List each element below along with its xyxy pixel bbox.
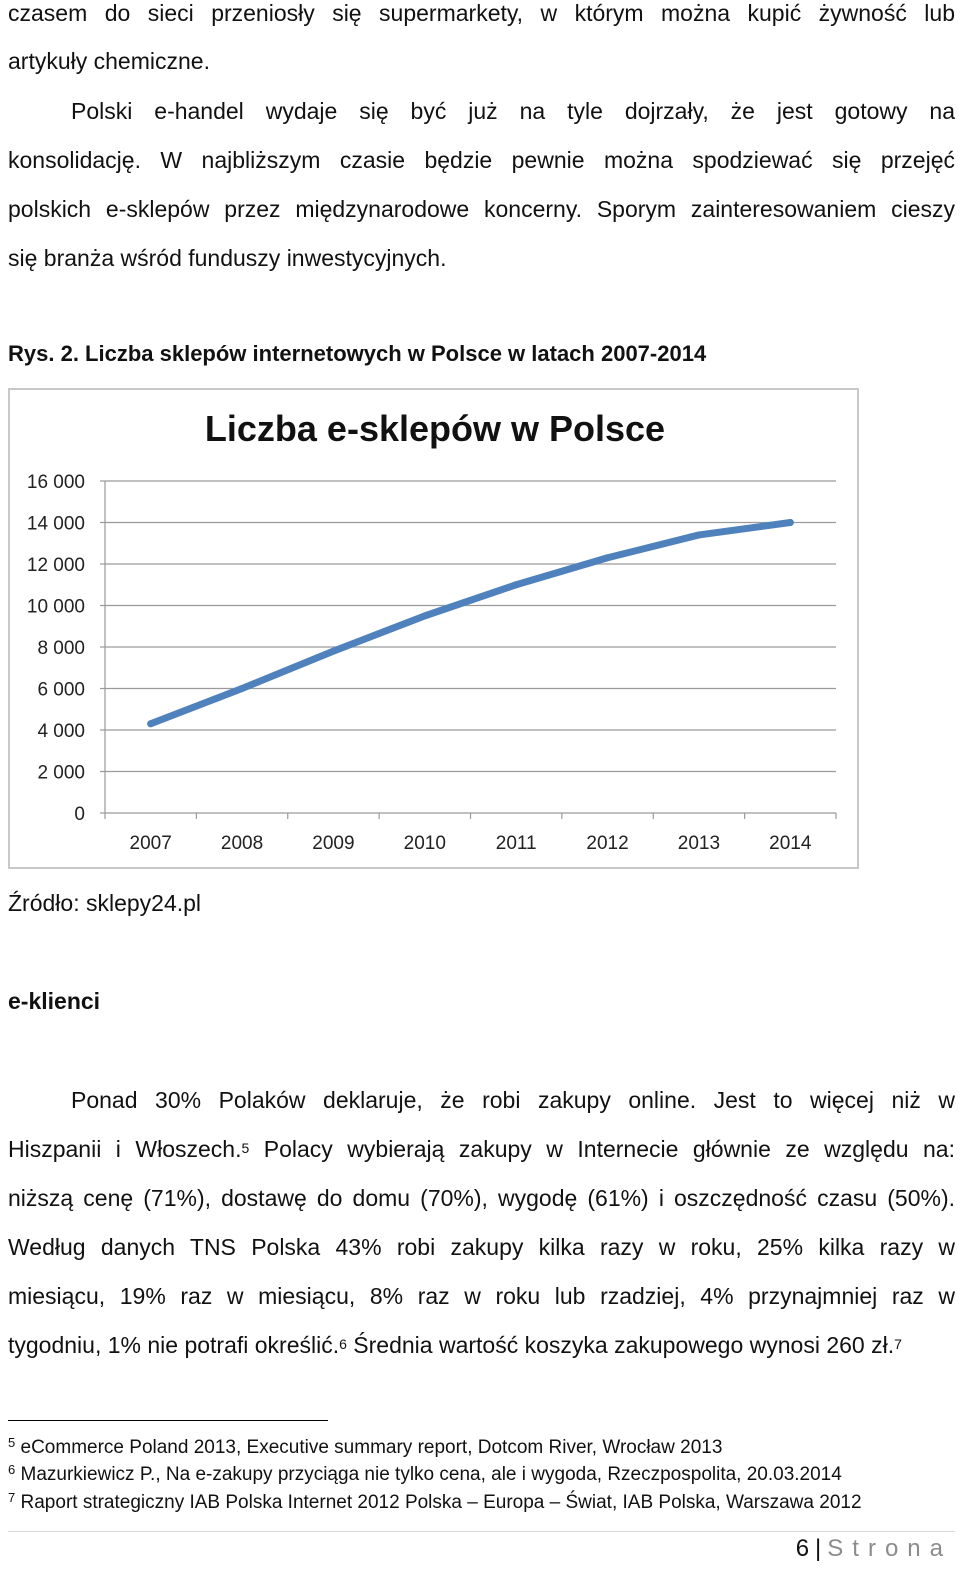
text-segment: tygodniu, 1% nie potrafi określić. (8, 1332, 340, 1358)
y-tick-label: 8 000 (37, 638, 85, 659)
text-segment: Hiszpanii i Włoszech. (8, 1136, 242, 1162)
data-point (695, 531, 702, 538)
figure-caption: Rys. 2. Liczba sklepów internetowych w Polsce w latach 2007-2014 (8, 341, 707, 366)
body-text-line: miesiącu, 19% raz w miesiącu, 8% raz w roku lub rzadziej, 4% przynajmniej raz w (8, 1283, 955, 1309)
text-segment: Polacy wybierają zakupy w Internecie głównie ze względu na: (249, 1136, 955, 1162)
footnote-text: Mazurkiewicz P., Na e-zakupy przyciąga nie tylko cena, ale i wygoda, Rzeczpospolita, 20.03.2014 (20, 1464, 842, 1485)
data-point (513, 581, 520, 588)
data-point (421, 612, 428, 619)
footnote-divider (8, 1420, 328, 1421)
x-tick-label: 2008 (220, 833, 264, 854)
page-number: 6 (795, 1535, 810, 1562)
x-tick-label: 2011 (495, 833, 537, 854)
x-tick-label: 2009 (312, 833, 355, 854)
data-point (604, 554, 611, 561)
data-point (787, 519, 794, 526)
body-text-line: artykuły chemiczne. (8, 48, 210, 74)
body-text-line: polskich e-sklepów przez międzynarodowe koncerny. Sporym zainteresowaniem cieszy (8, 196, 955, 222)
footnote-text: eCommerce Poland 2013, Executive summary report, Dotcom River, Wrocław 2013 (20, 1437, 723, 1458)
footer-divider (8, 1531, 955, 1532)
x-tick-label: 2013 (677, 833, 721, 854)
body-text-line: czasem do sieci przeniosły się supermarkety, w którym można kupić żywność lub (8, 0, 955, 26)
footnote (8, 1464, 842, 1486)
y-tick-label: 6 000 (37, 679, 85, 701)
text-segment: Średnia wartość koszyka zakupowego wynosi 260 zł. (346, 1332, 895, 1358)
x-tick-label: 2010 (403, 833, 446, 854)
body-text-line (8, 1136, 955, 1162)
body-text-line: Według danych TNS Polska 43% robi zakupy kilka razy w roku, 25% kilka razy w (8, 1234, 955, 1260)
y-tick-label: 0 (74, 804, 85, 825)
y-tick-label: 4 000 (37, 721, 85, 742)
figure-source: Źródło: sklepy24.pl (8, 890, 202, 916)
series-line (151, 523, 791, 724)
body-text-line (8, 1332, 955, 1358)
footnote-ref[interactable]: 6 (339, 1336, 347, 1352)
chart-title: Liczba e-sklepów w Polsce (204, 408, 666, 449)
y-tick-label: 2 000 (37, 762, 85, 784)
footnote-number: 6 (8, 1462, 16, 1477)
section-heading: e-klienci (8, 988, 101, 1014)
footnote-ref[interactable]: 5 (241, 1140, 250, 1156)
footnote-number: 5 (8, 1435, 16, 1450)
body-text-line: niższą cenę (71%), dostawę do domu (70%), wygodę (61%) i oszczędność czasu (50%). (8, 1185, 955, 1211)
body-text-line: Polski e-handel wydaje się być już na tyle dojrzały, że jest gotowy na (71, 98, 955, 124)
footnote-number: 7 (8, 1490, 16, 1505)
y-tick-label: 16 000 (26, 472, 85, 493)
body-text-line: konsolidację. W najbliższym czasie będzie pewnie można spodziewać się przejęć (8, 147, 955, 173)
x-tick-label: 2007 (129, 833, 172, 854)
data-point (147, 720, 154, 727)
y-tick-label: 10 000 (26, 596, 85, 618)
body-text-line: Ponad 30% Polaków deklaruje, że robi zakupy online. Jest to więcej niż w (71, 1087, 955, 1113)
x-tick-label: 2014 (769, 833, 812, 854)
footnote-ref[interactable]: 7 (894, 1336, 902, 1352)
body-text-line: się branża wśród funduszy inwestycyjnych. (8, 245, 447, 271)
data-point (330, 648, 337, 655)
y-tick-label: 12 000 (26, 555, 85, 576)
y-tick-label: 14 000 (26, 513, 85, 535)
page-label: Strona (827, 1535, 952, 1562)
page-footer (796, 1535, 952, 1563)
footnote (8, 1492, 862, 1514)
x-tick-label: 2012 (586, 833, 629, 854)
data-point (239, 685, 246, 692)
footnote (8, 1437, 722, 1459)
footnote-text: Raport strategiczny IAB Polska Internet 2012 Polska – Europa – Świat, IAB Polska, Warszawa 2012 (20, 1492, 862, 1513)
footer-separator: | (815, 1535, 822, 1562)
